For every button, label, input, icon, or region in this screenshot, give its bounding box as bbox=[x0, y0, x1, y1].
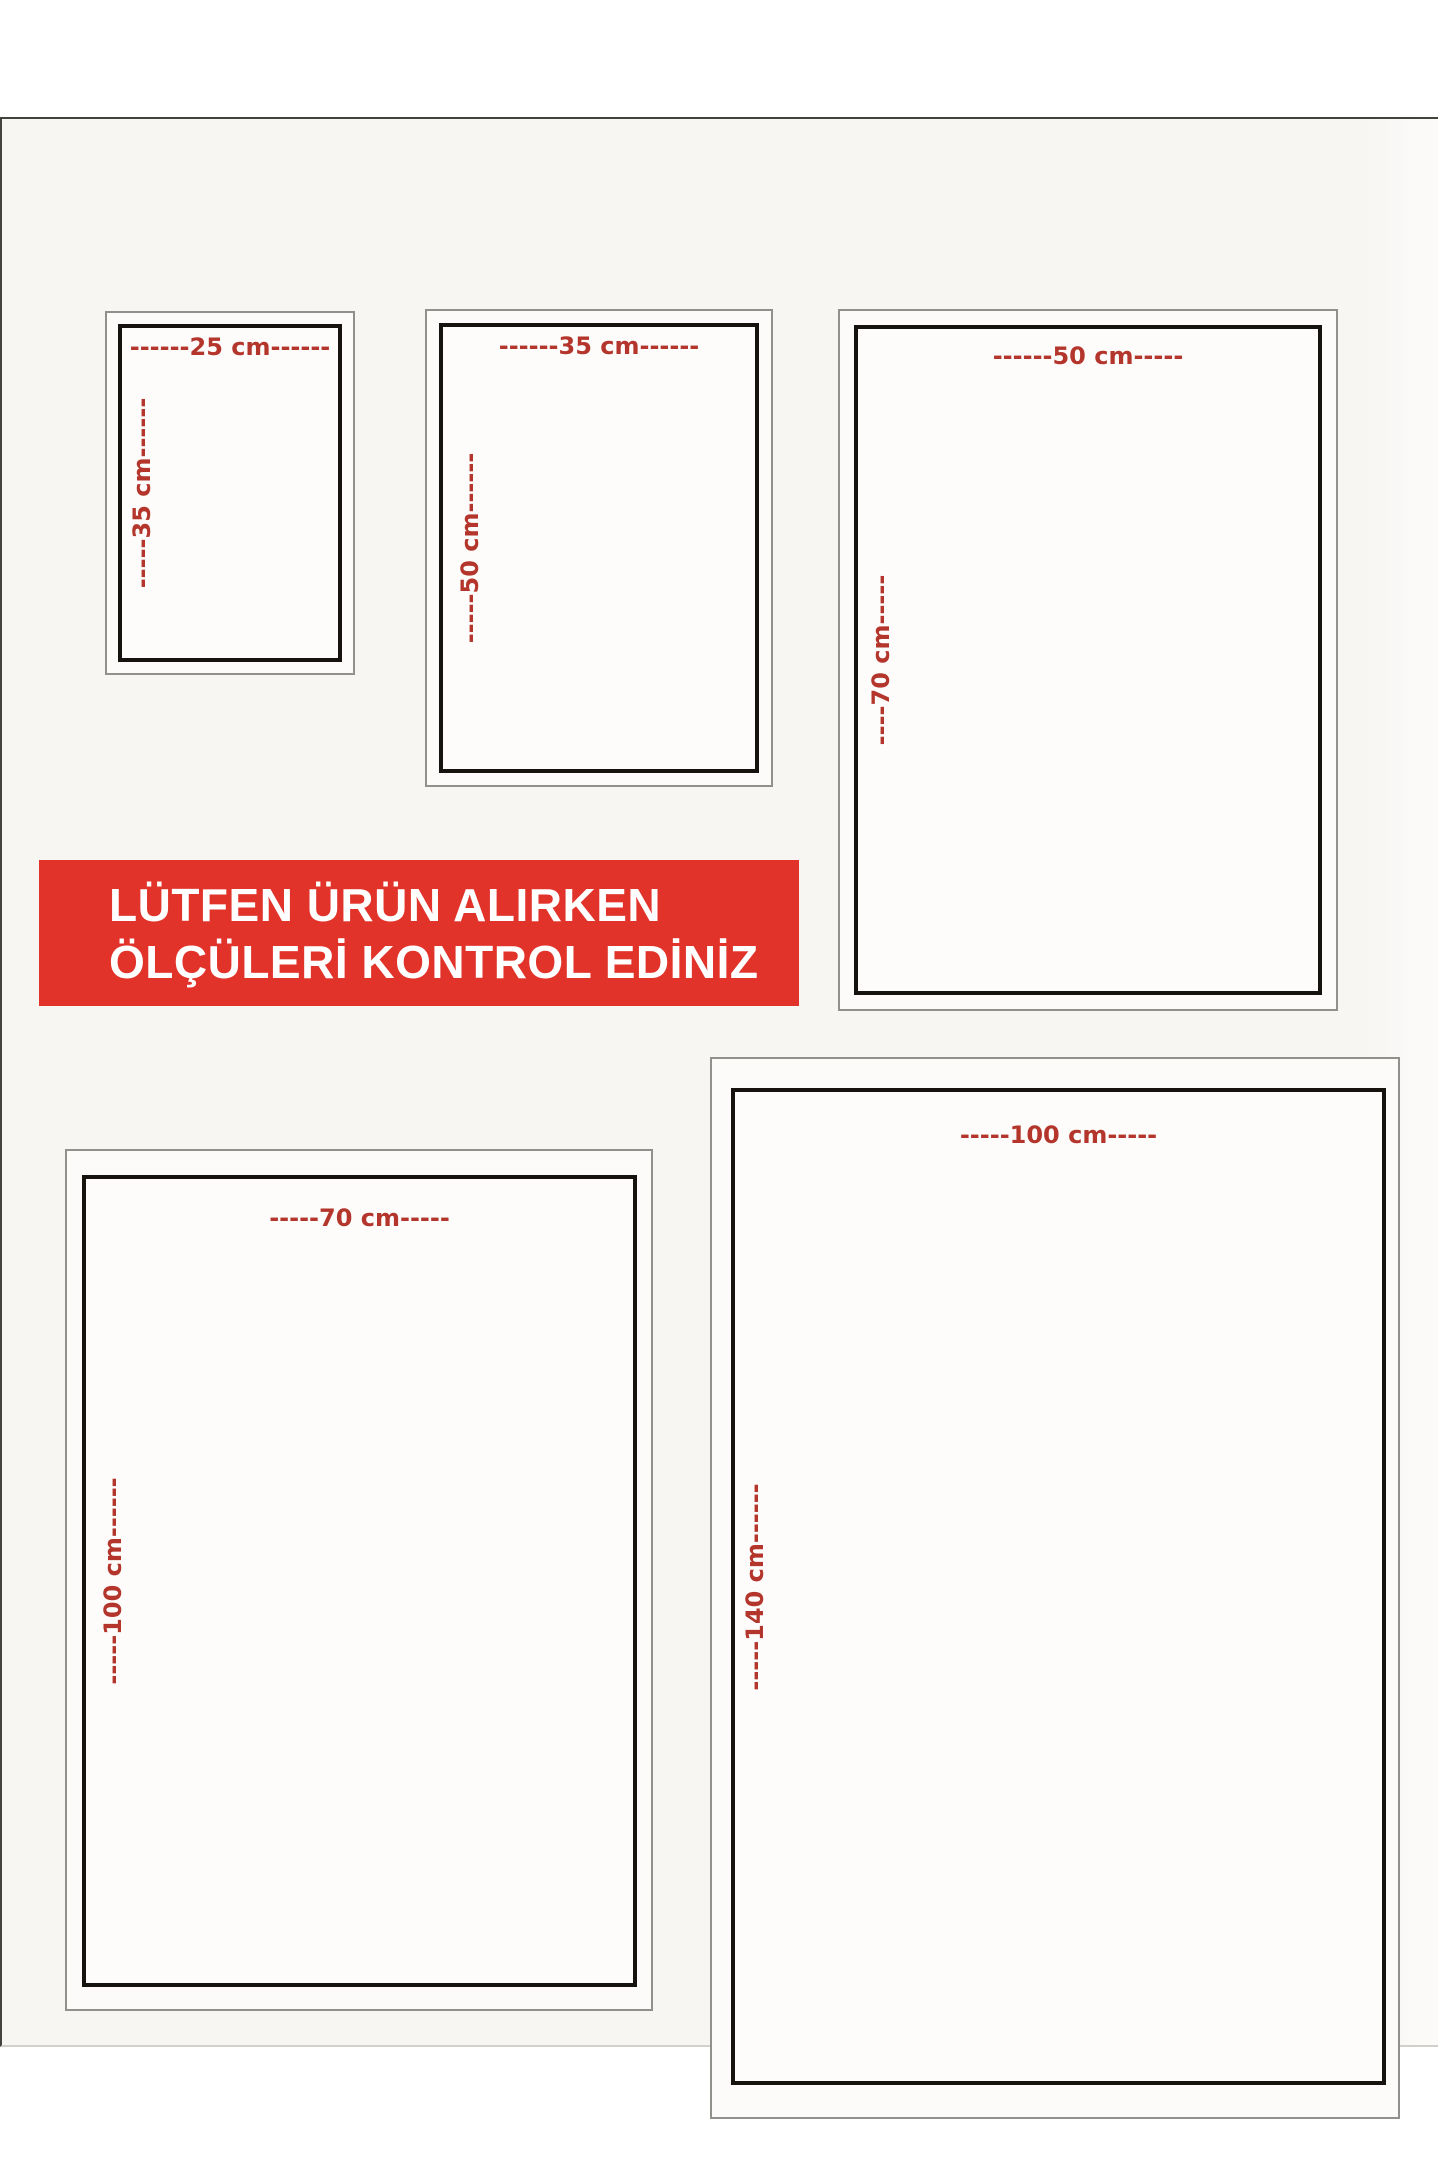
size-box-25x35 bbox=[105, 311, 355, 675]
size-box-35x50-inner bbox=[439, 323, 759, 773]
size-box-50x70 bbox=[838, 309, 1338, 1011]
height-dimension-label: -----140 cm------ bbox=[741, 1482, 769, 1691]
size-box-70x100-inner bbox=[82, 1175, 637, 1987]
warning-line-2: ÖLÇÜLERİ KONTROL EDİNİZ bbox=[109, 936, 759, 988]
height-dimension-label: -----35 cm------ bbox=[128, 397, 156, 589]
width-dimension-label: ------25 cm------ bbox=[129, 333, 331, 361]
width-dimension-label: ------35 cm------ bbox=[498, 332, 700, 360]
warning-line-1: LÜTFEN ÜRÜN ALIRKEN bbox=[109, 879, 662, 931]
width-dimension-label: ------50 cm----- bbox=[992, 342, 1184, 370]
height-dimension-label: ----70 cm----- bbox=[867, 574, 895, 746]
size-box-35x50 bbox=[425, 309, 773, 787]
height-dimension-label: -----100 cm------ bbox=[99, 1477, 127, 1685]
size-box-100x140-inner bbox=[731, 1088, 1386, 2085]
width-dimension-label: -----70 cm----- bbox=[269, 1204, 450, 1232]
height-dimension-label: -----50 cm------ bbox=[456, 452, 484, 644]
size-box-25x35-inner bbox=[118, 324, 342, 662]
size-box-50x70-inner bbox=[854, 325, 1322, 995]
width-dimension-label: -----100 cm----- bbox=[959, 1121, 1158, 1149]
size-box-100x140 bbox=[710, 1057, 1400, 2119]
size-box-70x100 bbox=[65, 1149, 653, 2011]
content-area bbox=[0, 117, 1438, 2047]
warning-banner bbox=[39, 860, 799, 1006]
